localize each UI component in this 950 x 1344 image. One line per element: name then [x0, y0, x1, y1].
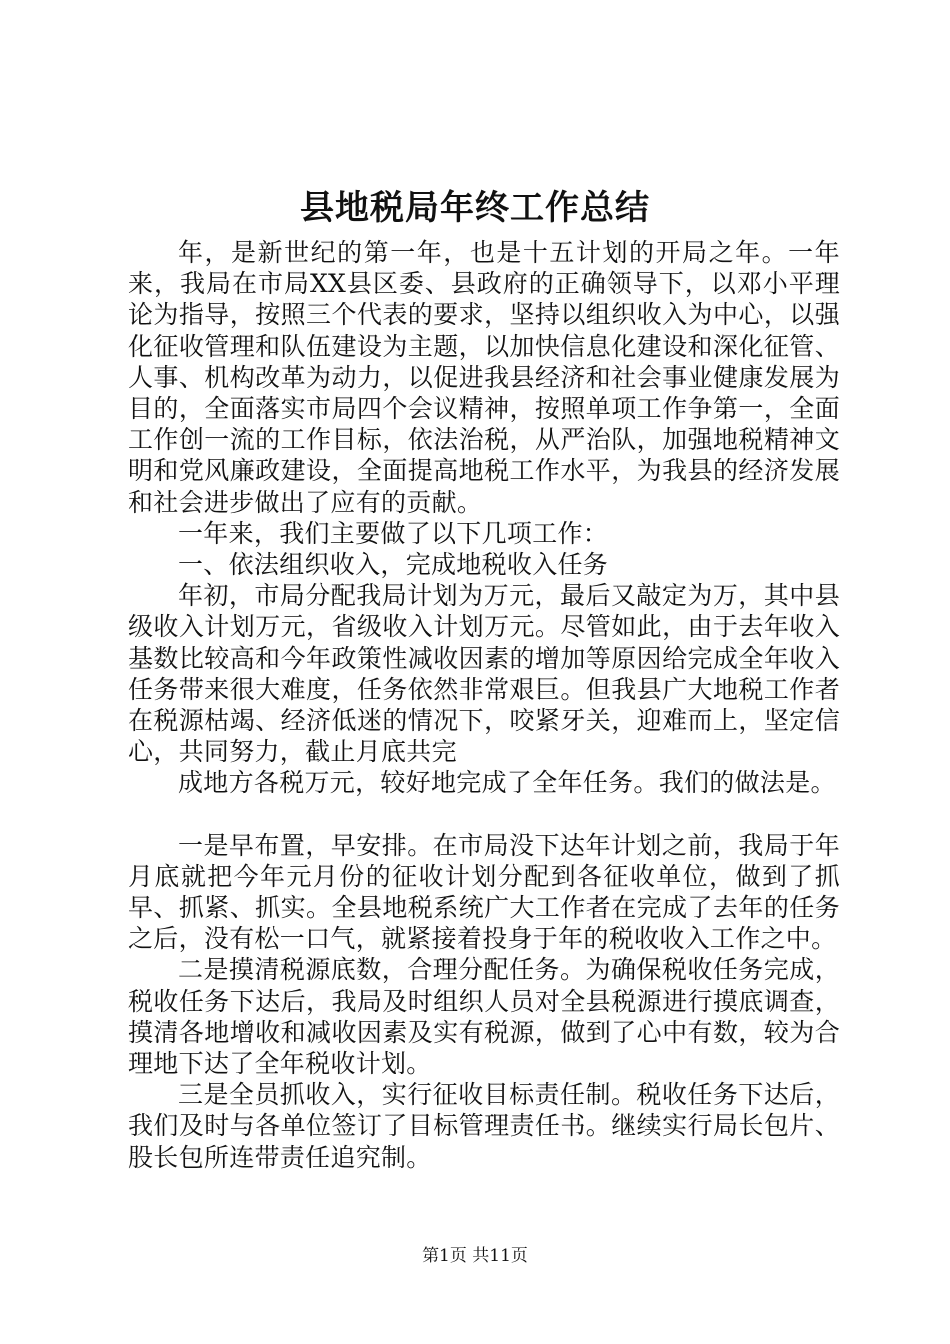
paragraph-revenue-result: 成地方各税万元，较好地完成了全年任务。我们的做法是。 [178, 768, 836, 798]
paragraph-intro: 年，是新世纪的第一年，也是十五计划的开局之年。一年来，我局在市局XX县区委、县政府的正确领导下，以邓小平理论为指导，按照三个代表的要求，坚持以组织收入为中心，以强化征收管理和队伍建设为主题，以加快信息化建设和深化征管、人事、机构改革为动力，以促进我县经济和社会事业健康发展为目的，全面落实市局四个会议精神，按照单项工作争第一，全面工作创一流的工作目标，依法治税，从严治队，加强地税精神文明和党风廉政建设，全面提高地税工作水平，为我县的经济发展和社会进步做出了应有的贡献。 [128, 238, 840, 517]
paragraph-point-2: 二是摸清税源底数，合理分配任务。为确保税收任务完成，税收任务下达后，我局及时组织人员对全县税源进行摸底调查，摸清各地增收和减收因素及实有税源，做到了心中有数，较为合理地下达了全年税收计划。 [128, 955, 840, 1079]
document-title: 县地税局年终工作总结 [300, 188, 650, 228]
page-number: 第1页 共11页 [422, 1246, 528, 1266]
document-body [128, 237, 840, 1173]
paragraph-point-3: 三是全员抓收入，实行征收目标责任制。税收任务下达后，我们及时与各单位签订了目标管理责任书。继续实行局长包片、股长包所连带责任追究制。 [128, 1080, 840, 1172]
paragraph-point-1: 一是早布置，早安排。在市局没下达年计划之前，我局于年月底就把今年元月份的征收计划分配到各征收单位，做到了抓早、抓紧、抓实。全县地税系统广大工作者在完成了去年的任务之后，没有松一口气，就紧接着投身于年的税收收入工作之中。 [128, 830, 840, 954]
section-heading-1: 一、依法组织收入，完成地税收入任务 [178, 550, 609, 580]
paragraph-revenue-plan: 年初，市局分配我局计划为万元，最后又敲定为万，其中县级收入计划万元，省级收入计划万元。尽管如此，由于去年收入基数比较高和今年政策性减收因素的增加等原因给完成全年收入任务带来很大难度，任务依然非常艰巨。但我县广大地税工作者在税源枯竭、经济低迷的情况下，咬紧牙关，迎难而上，坚定信心，共同努力，截止月底共完 [128, 581, 840, 767]
paragraph-summary-lead: 一年来，我们主要做了以下几项工作： [178, 518, 609, 548]
